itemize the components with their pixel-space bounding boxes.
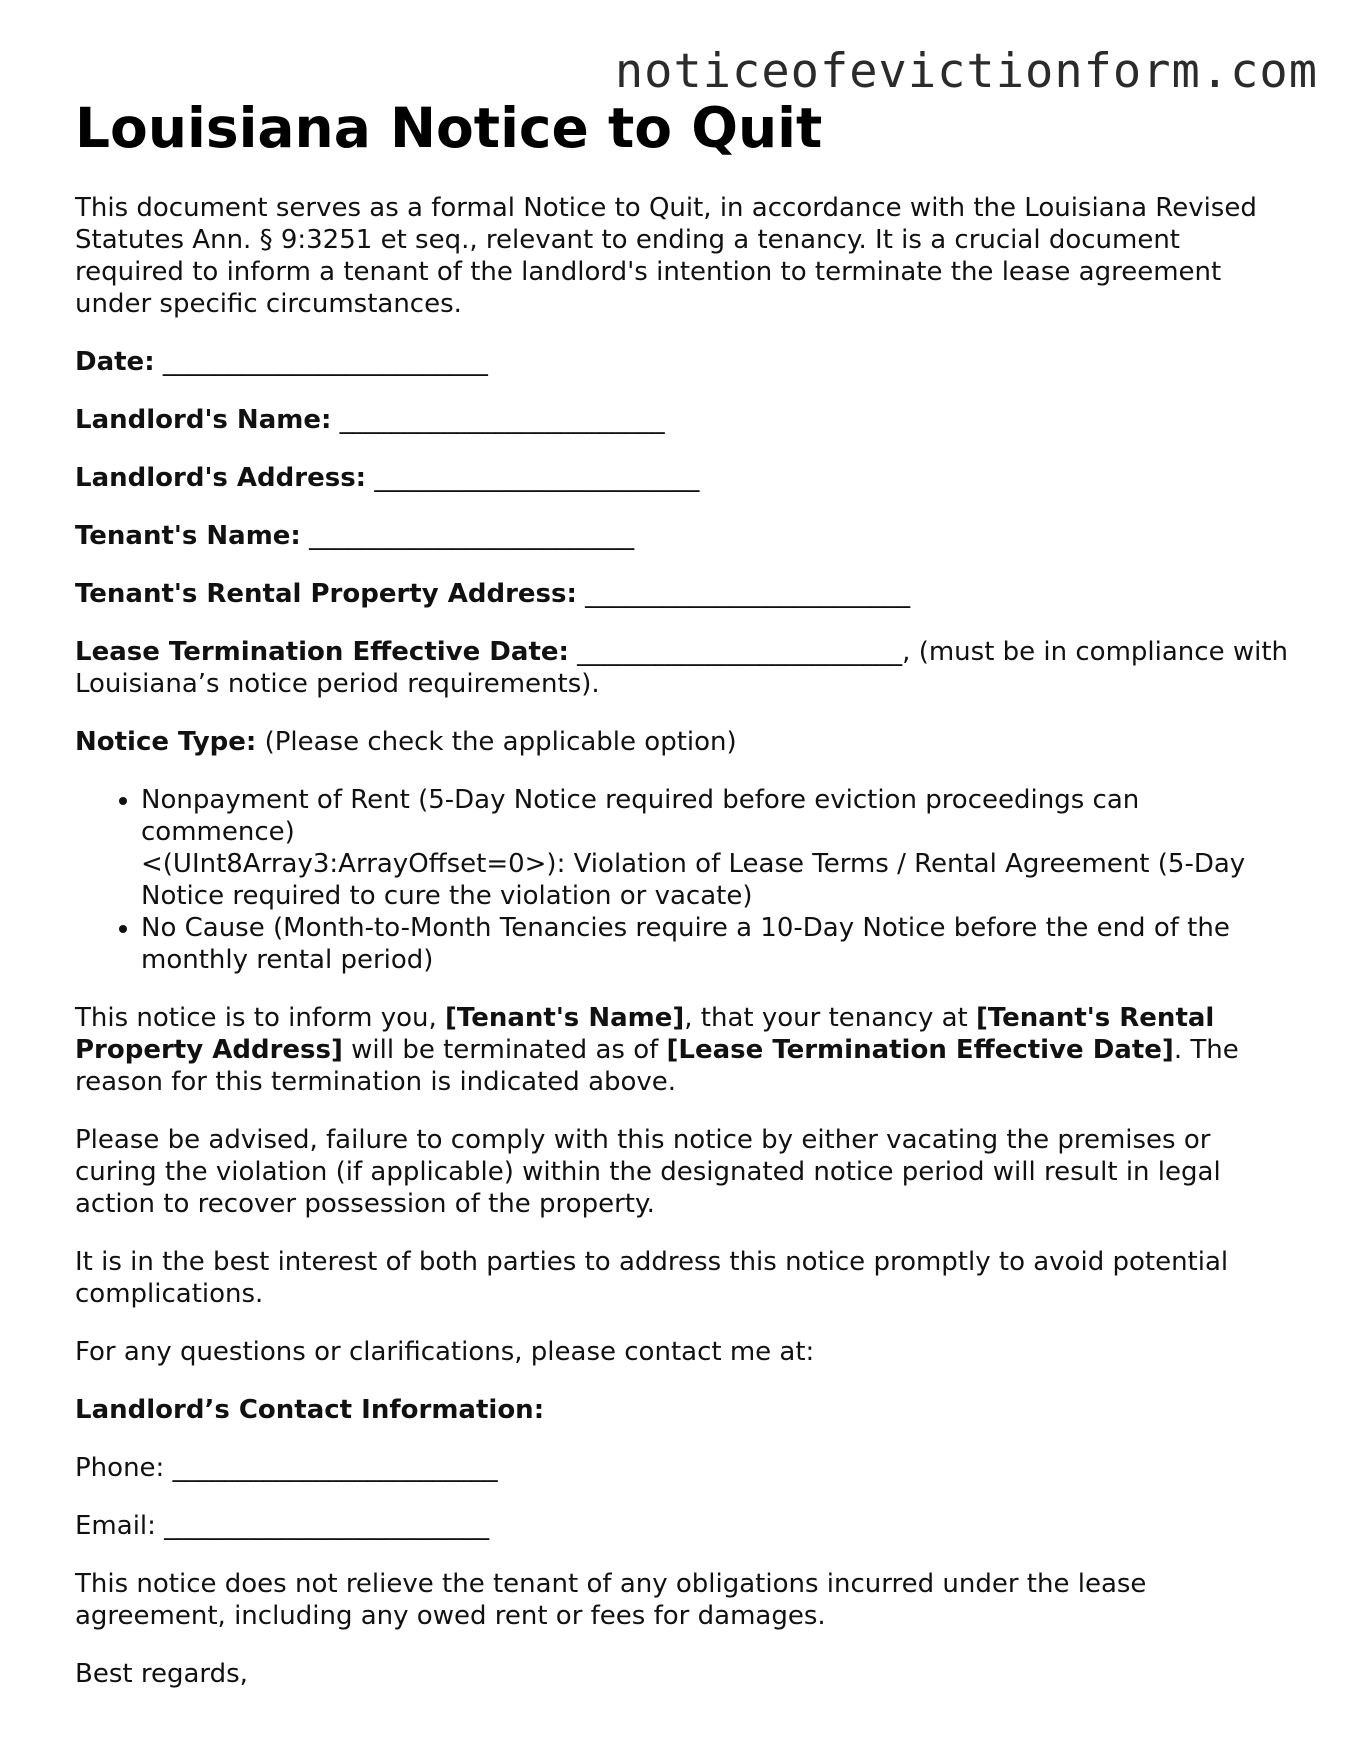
rental-address-label: Tenant's Rental Property Address: <box>75 579 577 609</box>
landlord-name-field <box>75 404 1290 436</box>
inform-text-3: will be terminated as of <box>342 1035 667 1065</box>
inform-text-1: This notice is to inform you, <box>75 1003 446 1033</box>
rental-address-field <box>75 578 1290 610</box>
date-label: Date: <box>75 347 155 377</box>
landlord-address-label: Landlord's Address: <box>75 463 367 493</box>
phone-label: Phone: <box>75 1453 165 1483</box>
notice-type-instruction: (Please check the applicable option) <box>256 727 737 757</box>
notice-type-options <box>75 784 1290 976</box>
termination-date-placeholder: [Lease Termination Effective Date] <box>666 1035 1174 1065</box>
notice-type-label: Notice Type: <box>75 727 257 757</box>
termination-date-blank[interactable]: _________________________ <box>577 637 903 667</box>
option-no-cause[interactable] <box>141 912 1290 976</box>
notice-type-field <box>75 726 1290 758</box>
email-field <box>75 1510 1290 1542</box>
email-blank[interactable]: _________________________ <box>164 1511 490 1541</box>
landlord-address-blank[interactable]: _________________________ <box>374 463 700 493</box>
landlord-name-label: Landlord's Name: <box>75 405 332 435</box>
tenant-name-field <box>75 520 1290 552</box>
intro-paragraph: This document serves as a formal Notice to Quit, in accordance with the Louisiana Revised Statutes Ann. § 9:3251 et seq., relevant to ending a tenancy. It is a crucial document required to inform a tenant of the landlord's intention to terminate the lease agreement under specific circumstances. <box>75 193 1257 319</box>
termination-date-label: Lease Termination Effective Date: <box>75 637 569 667</box>
date-field <box>75 346 1290 378</box>
site-watermark: noticeofevictionform.com <box>614 44 1318 99</box>
termination-date-field <box>75 636 1290 700</box>
option-no-cause-text: No Cause (Month-to-Month Tenancies require a 10-Day Notice before the end of the monthly rental period) <box>141 913 1230 975</box>
page-title: Louisiana Notice to Quit <box>75 96 823 160</box>
rental-address-placeholder: [Tenant's Rental Property Address] <box>75 1003 1215 1065</box>
option-violation-text[interactable]: <(UInt8Array3:ArrayOffset=0>): Violation of Lease Terms / Rental Agreement (5-Day Notice required to cure the violation or vacate) <box>141 849 1246 911</box>
tenant-name-label: Tenant's Name: <box>75 521 301 551</box>
closing-regards: Best regards, <box>75 1659 248 1689</box>
email-label: Email: <box>75 1511 156 1541</box>
obligations-paragraph: This notice does not relieve the tenant of any obligations incurred under the lease agreement, including any owed rent or fees for damages. <box>75 1569 1147 1631</box>
tenant-name-blank[interactable]: _________________________ <box>309 521 635 551</box>
advised-paragraph: Please be advised, failure to comply with this notice by either vacating the premises or curing the violation (if applicable) within the designated notice period will result in legal action to recover possession of the property. <box>75 1125 1221 1219</box>
inform-text-4: . The reason for this termination is indicated above. <box>75 1035 1239 1097</box>
option-nonpayment-text: Nonpayment of Rent (5-Day Notice required before eviction proceedings can commence) <box>141 785 1140 847</box>
rental-address-blank[interactable]: _________________________ <box>585 579 911 609</box>
contact-heading: Landlord’s Contact Information: <box>75 1395 545 1425</box>
inform-text-2: , that your tenancy at <box>684 1003 976 1033</box>
interest-paragraph: It is in the best interest of both parties to address this notice promptly to avoid potential complications. <box>75 1247 1229 1309</box>
phone-field <box>75 1452 1290 1484</box>
document-page <box>75 95 1290 1690</box>
termination-date-note: , (must be in compliance with Louisiana’s notice period requirements). <box>75 637 1288 699</box>
phone-blank[interactable]: _________________________ <box>172 1453 498 1483</box>
tenant-name-placeholder: [Tenant's Name] <box>445 1003 685 1033</box>
date-blank[interactable]: _________________________ <box>162 347 488 377</box>
questions-paragraph: For any questions or clarifications, please contact me at: <box>75 1337 815 1367</box>
landlord-address-field <box>75 462 1290 494</box>
landlord-name-blank[interactable]: _________________________ <box>339 405 665 435</box>
option-nonpayment[interactable] <box>141 784 1290 912</box>
inform-paragraph <box>75 1002 1290 1098</box>
